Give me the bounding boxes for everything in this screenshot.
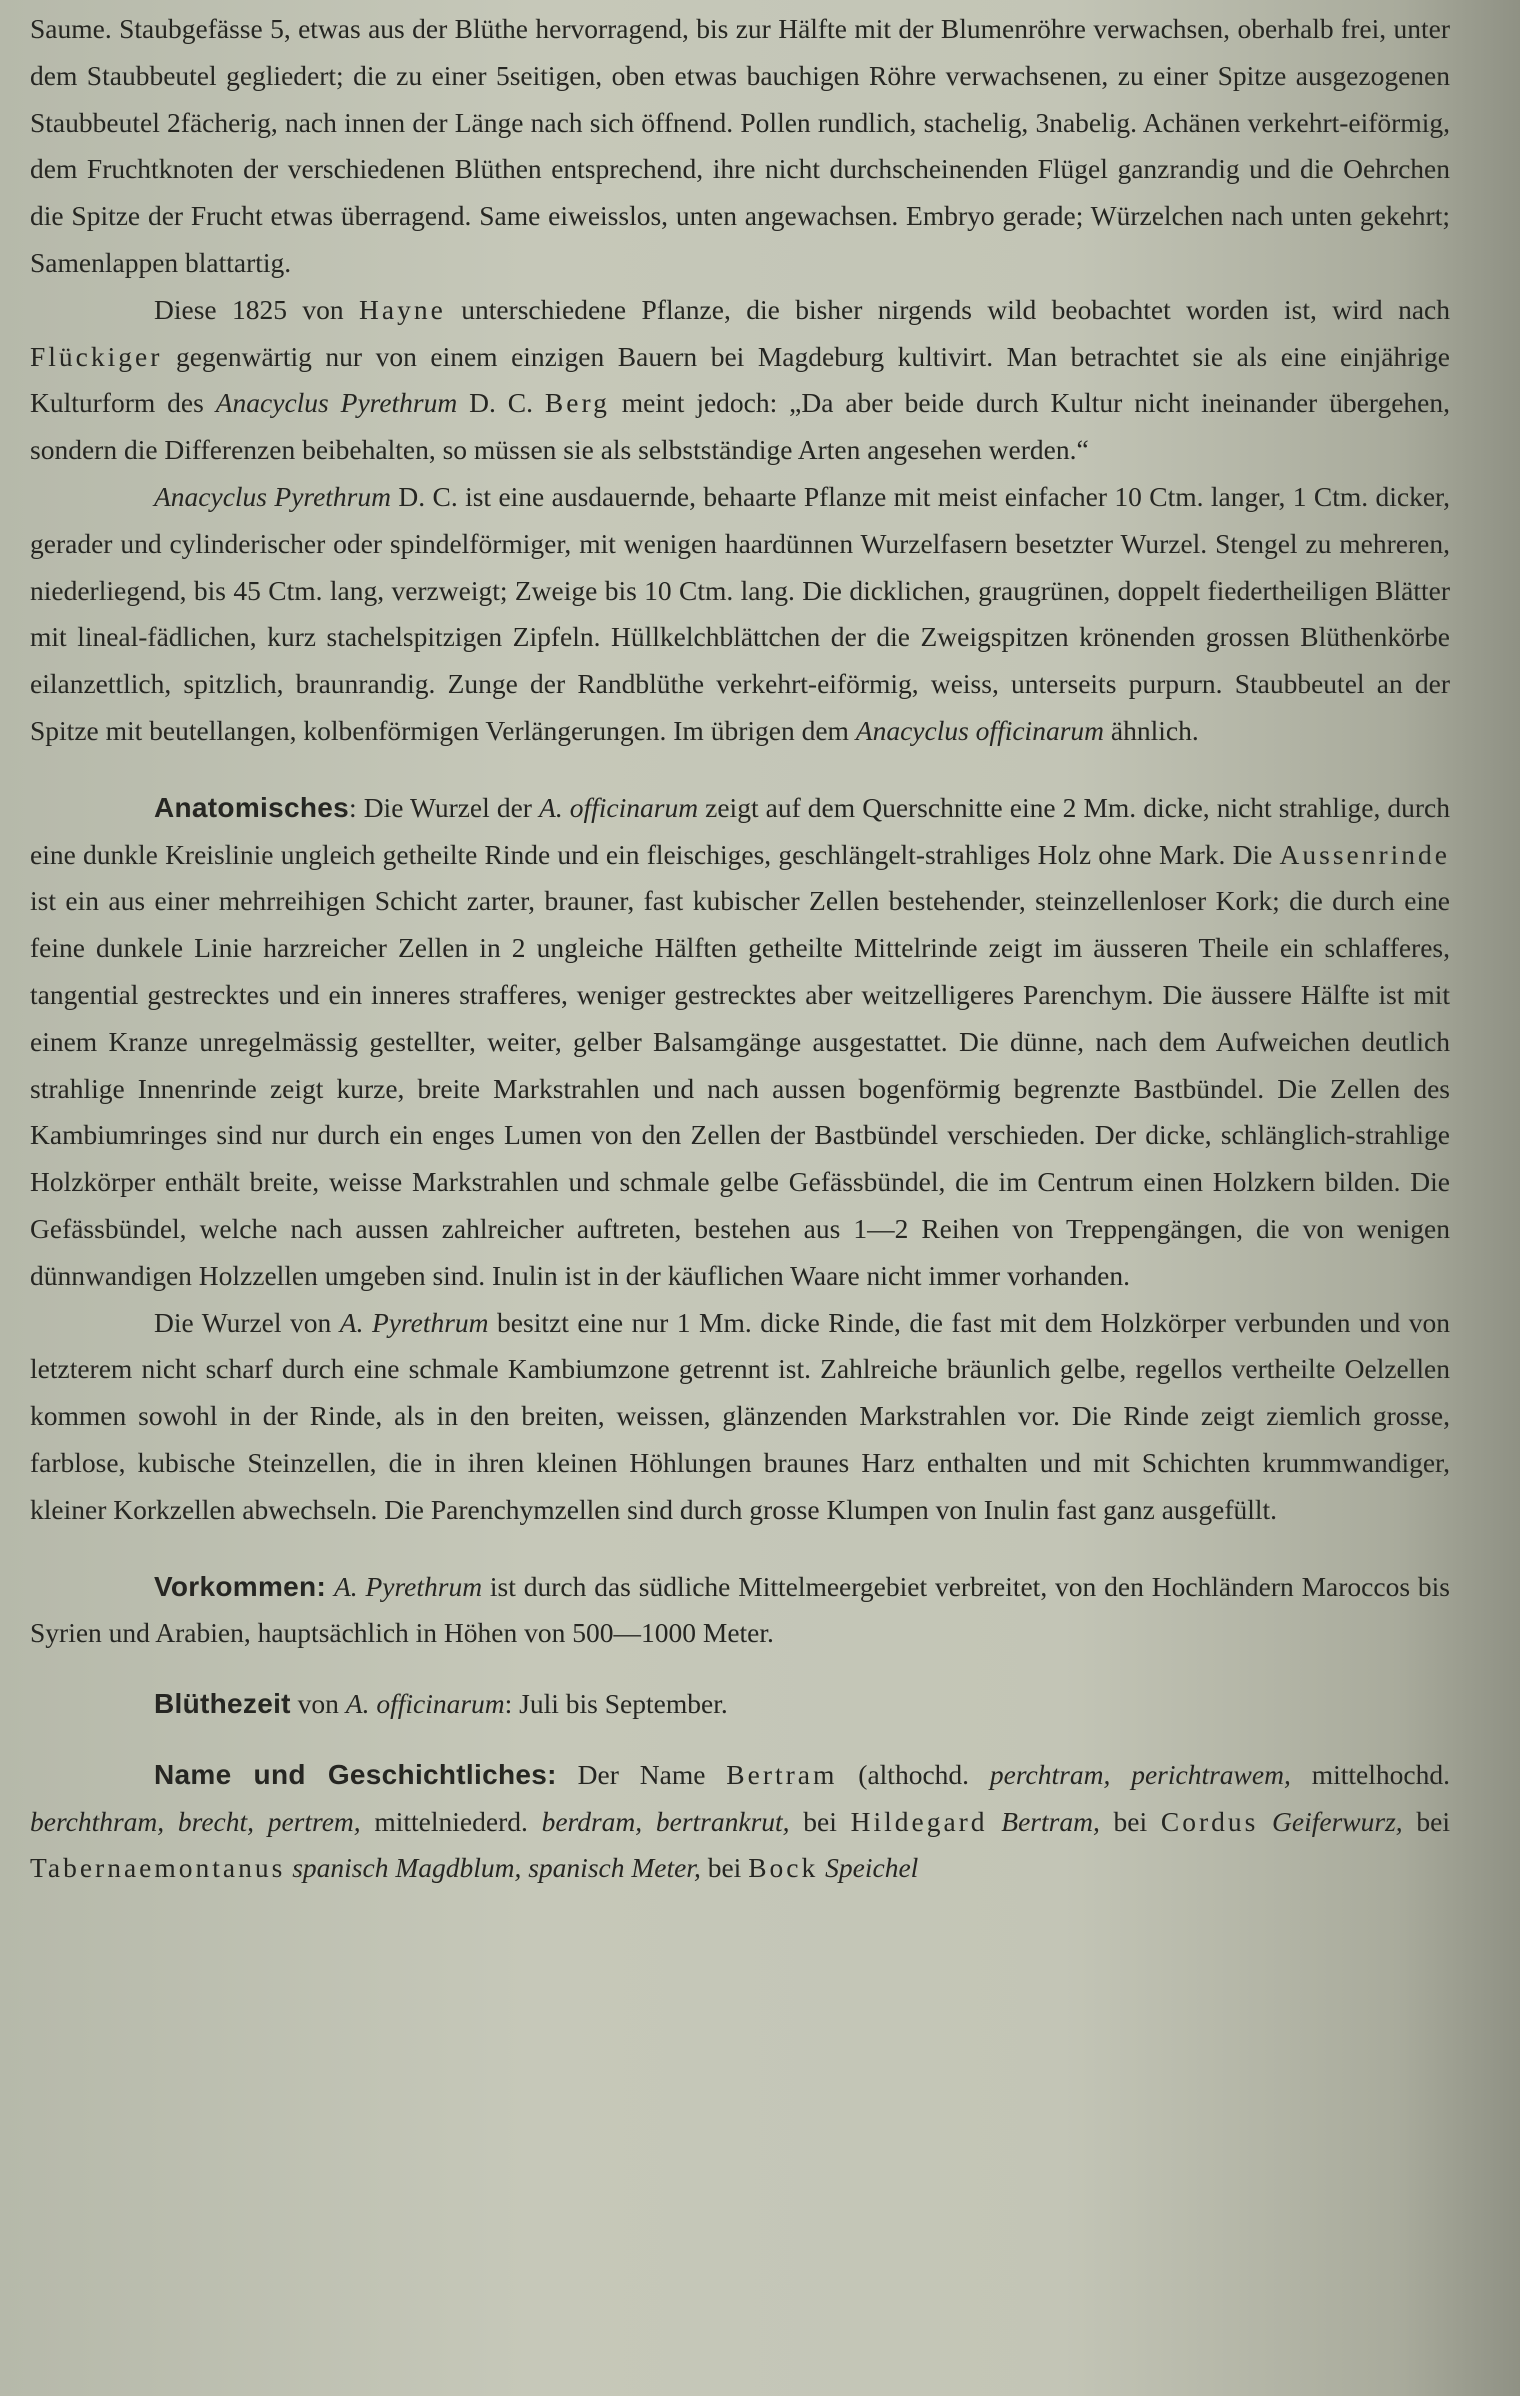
- paragraph-pyrethrum-description: [30, 474, 1450, 755]
- historic-name: Speichel: [825, 1852, 919, 1884]
- species-name: A. officinarum: [539, 791, 699, 823]
- section-heading: Name und Geschichtliches:: [154, 1758, 557, 1790]
- section-bluethezeit: [30, 1681, 1450, 1728]
- section-name-geschichte: [30, 1752, 1450, 1892]
- historic-name: spanisch Magdblum, spanisch Meter,: [292, 1852, 701, 1884]
- species-name: A. Pyrethrum: [333, 1570, 483, 1602]
- section-heading: Blüthezeit: [154, 1688, 291, 1720]
- species-name: A. officinarum: [345, 1688, 505, 1720]
- author-name: Hayne: [359, 293, 446, 325]
- author-name: Tabernaemontanus: [30, 1852, 286, 1884]
- historic-name: berdram, bertrankrut,: [541, 1805, 790, 1837]
- text-run: gegenwärtig nur von einem einzigen Bauern bei Magdeburg kultivirt. Man betrachtet sie als eine einjährige Kulturform des: [30, 340, 1450, 419]
- text-run: meint jedoch: „Da aber beide durch Kultur nicht ineinander übergehen, sondern die Differenzen beibehalten, so müssen sie als selbstständige Arten angesehen werden.“: [30, 387, 1451, 466]
- species-name: A. Pyrethrum: [339, 1306, 489, 1338]
- text-run: bei: [789, 1805, 851, 1837]
- species-name: Anacyclus Pyrethrum: [154, 480, 391, 512]
- term-emphasis: Aussenrinde: [1279, 838, 1450, 870]
- author-name: Cordus: [1160, 1805, 1259, 1837]
- text-run: [988, 1806, 1002, 1837]
- author-name: Bock: [748, 1852, 819, 1884]
- text-run: unterschiedene Pflanze, die bisher nirgends wild beobachtet worden ist, wird nach: [445, 293, 1450, 325]
- text-run: ähnlich.: [1104, 714, 1199, 746]
- text-run: von: [290, 1688, 346, 1720]
- author-name: Berg: [544, 387, 610, 419]
- text-run: Diese 1825 von: [154, 293, 360, 325]
- section-heading: Vorkommen:: [154, 1570, 327, 1602]
- text-run: [1258, 1806, 1272, 1837]
- text-run: Die Wurzel von: [154, 1306, 340, 1338]
- text-run: besitzt eine nur 1 Mm. dicke Rinde, die fast mit dem Holzkörper verbunden und von letzterem nicht scharf durch eine schmale Kambiumzone getrennt ist. Zahlreiche bräunlich gelbe, regellos vertheilte Oelzellen kommen sowohl in der Rinde, als in den breiten, weissen, glänzenden Markstrahlen vor. Die Rinde zeigt ziemlich grosse, farblose, kubische Steinzellen, die in ihren kleinen Höhlungen braunes Harz enthalten und mit Schichten krummwandiger, kleiner Korkzellen abwechseln. Die Parenchymzellen sind durch grosse Klumpen von Inulin fast ganz ausgefüllt.: [30, 1306, 1450, 1525]
- term-emphasis: Bertram: [726, 1758, 838, 1790]
- paragraph-flower-description: [30, 6, 1450, 287]
- section-heading: Anatomisches: [154, 791, 349, 823]
- text-run: zeigt auf dem Querschnitte eine 2 Mm. dicke, nicht strahlige, durch eine dunkle Kreislinie ungleich getheilte Rinde und ein fleischiges, geschlängelt-strahliges Holz ohne Mark. Die: [30, 791, 1450, 870]
- text-run: bei: [700, 1852, 749, 1884]
- species-name: Anacyclus officinarum: [855, 714, 1105, 746]
- text-run: Der Name: [556, 1758, 727, 1790]
- paragraph-text: Saume. Staubgefässe 5, etwas aus der Blüthe hervorragend, bis zur Hälfte mit der Blumenröhre verwachsen, oberhalb frei, unter dem Staubbeutel gegliedert; die zu einer 5seitigen, oben etwas bauchigen Röhre verwachsenen, zu einer Spitze ausgezogenen Staubbeutel 2fächerig, nach innen der Länge nach sich öffnend. Pollen rundlich, stachelig, 3nabelig. Achänen verkehrt-eiförmig, dem Fruchtknoten der verschiedenen Blüthen entsprechend, ihre nicht durchscheinenden Flügel ganzrandig und die Oehrchen die Spitze der Frucht etwas überragend. Same eiweisslos, unten angewachsen. Embryo gerade; Würzelchen nach unten gekehrt; Samenlappen blattartig.: [30, 13, 1450, 278]
- text-run: D. C. ist eine ausdauernde, behaarte Pflanze mit meist einfacher 10 Ctm. langer, 1 Ctm. dicker, gerader und cylinderischer oder spindelförmiger, mit wenigen haardünnen Wurzelfasern besetzter Wurzel. Stengel zu mehreren, niederliegend, bis 45 Ctm. lang, verzweigt; Zweige bis 10 Ctm. lang. Die dicklichen, graugrünen, doppelt fiedertheiligen Blätter mit lineal-fädlichen, kurz stachelspitzigen Zipfeln. Hüllkelchblättchen der die Zweigspitzen krönenden grossen Blüthenkörbe eilanzettlich, spitzlich, braunrandig. Zunge der Randblüthe verkehrt-eiförmig, weiss, unterseits purpurn. Staubbeutel an der Spitze mit beutellangen, kolbenförmigen Verlängerungen. Im übrigen dem: [30, 480, 1450, 746]
- paragraph-pyrethrum-root: [30, 1300, 1450, 1534]
- species-name: Anacyclus Pyrethrum: [215, 387, 458, 419]
- author-name: Flückiger: [30, 340, 163, 372]
- text-run: ist durch das südliche Mittelmeergebiet verbreitet, von den Hochländern Maroccos bis Syrien und Arabien, hauptsächlich in Höhen von 500—1000 Meter.: [30, 1570, 1450, 1649]
- section-anatomisches: [30, 785, 1450, 1300]
- text-run: (althochd.: [837, 1758, 990, 1790]
- paragraph-hayne-note: [30, 287, 1450, 474]
- text-run: ist ein aus einer mehrreihigen Schicht zarter, brauner, fast kubischer Zellen bestehender, steinzellenloser Kork; die durch eine feine dunkele Linie harzreicher Zellen in 2 ungleiche Hälften getheilte Mittelrinde zeigt im äusseren Theile ein schlafferes, tangential gestrecktes und ein inneres strafferes, weniger gestrecktes aber weitzelligeres Parenchym. Die äussere Hälfte ist mit einem Kranze unregelmässig gestellter, weiter, gelber Balsamgänge ausgestattet. Die dünne, nach dem Aufweichen deutlich strahlige Innenrinde zeigt kurze, breite Markstrahlen und nach aussen bogenförmig begrenzte Bastbündel. Die Zellen des Kambiumringes sind nur durch ein enges Lumen von den Zellen der Bastbündel verschieden. Der dicke, schlänglich-strahlige Holzkörper enthält breite, weisse Markstrahlen und schmale gelbe Gefässbündel, die im Centrum einen Holzkern bilden. Die Gefässbündel, welche nach aussen zahlreicher auftreten, bestehen aus 1—2 Reihen von Treppengängen, die von wenigen dünnwandigen Holzzellen umgeben sind. Inulin ist in der käuflichen Waare nicht immer vorhanden.: [30, 885, 1450, 1291]
- historic-name: Bertram,: [1001, 1805, 1100, 1837]
- text-run: : Die Wurzel der: [349, 791, 540, 823]
- text-run: bei: [1099, 1805, 1161, 1837]
- text-run: mittelhochd.: [1290, 1758, 1450, 1790]
- section-vorkommen: [30, 1564, 1450, 1658]
- text-run: bei: [1402, 1805, 1450, 1837]
- historic-name: perchtram, perichtrawem,: [989, 1758, 1291, 1790]
- text-run: mittelniederd.: [360, 1805, 542, 1837]
- text-run: : Juli bis September.: [504, 1688, 728, 1720]
- historic-name: Geiferwurz,: [1272, 1805, 1403, 1837]
- author-name: Hildegard: [850, 1805, 988, 1837]
- historic-name: berchthram, brecht, pertrem,: [30, 1805, 361, 1837]
- text-run: D. C.: [457, 387, 545, 419]
